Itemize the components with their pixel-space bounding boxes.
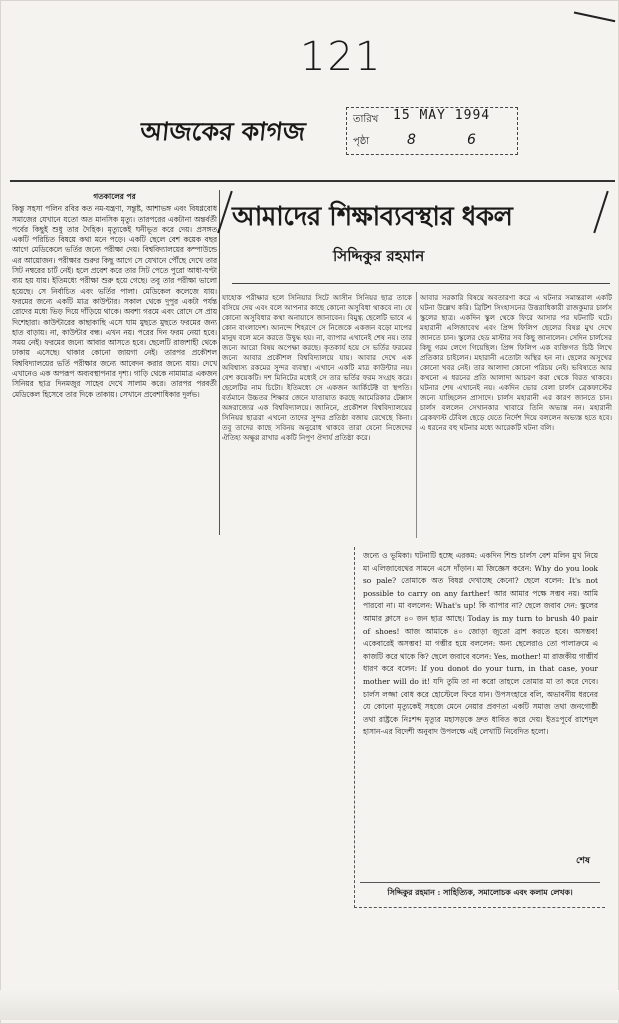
stamp-page-label: পৃষ্ঠা: [353, 136, 370, 147]
scan-edge: [0, 990, 619, 1020]
article-column-3: আবার সরকারি বিষয়ে অবতারণা করে এ ঘটনার সমান্তরাল একটি ঘটনা উল্লেখ করি। ব্রিটিশ সিংহাসনের উত্তরাধিকারী রাজকুমার চার্লস স্কুলের ছাত্র। একদিন স্কুল থেকে ফিরে আসার পর ঘটনাটি ঘটে। মহারানী এলিজাবেথ এবং প্রিন্স ফিলিপ ছেলের বিষণ্ণ মুখ দেখে জানতে চান। স্কুলের হেড মাস্টার সব কিছু জানালেন। সেদিন চার্লসের কিছু গরম লেগে গিয়েছিল। প্রিন্স ফিলিপ এক ব্যক্তিগত চিঠি লিখে প্রতিকার চাইলেন। মহারানী এতোটা অস্থির হন না। ছেলের অসুখের কোনো খবর নেই। তার আলাদা কোনো পরিচয় নেই। ভবিষ্যতে আর কখনো এ ধরনের প্রতি আলাদা আচরণ করা থেকে বিরত থাকবে। ঘটনার শেষ এখানেই নয়। একদিন ভোর বেলা চার্লস ব্রেকফাস্টের জন্যে যাচ্ছিলেন প্রাসাদে। চার্লস মহারানী এর কারণ জানতে চান। চার্লস বললেন সেখানকার খাবারে তিনি অভ্যস্ত নন। মহারানী ব্রেকফাস্ট টেবিল ছেড়ে যেতে নির্দেশ দিয়ে বললেন অভ্যস্ত হতে হবে। এ ধরনের বহু ঘটনার মধ্যে আরেকটি ঘটনা বলি।: [420, 293, 612, 432]
continuation-text: জন্যে ও ভূমিকা। ঘটনাটি হচ্ছে এরকম: একদিন শিশু চার্লস বেশ মলিন মুখ নিয়ে মা এলিজাবেথের সামনে এসে দাঁড়ান। মা জিজ্ঞেস করেন: Why do you look so pale? তোমাকে অত বিষণ্ণ দেখাচ্ছে কেনো? ছেলে বলেন: It's not possible to carry on any farther! আর আমার পক্ষে সম্ভব নয়। আমি পারবো না। মা বললেন: What's up! কি ব্যাপার না? ছেলে জবাব দেন: স্কুলের আমার ক্লাসে ৪০ জন ছাত্র আছে। Today is my turn to brush 40 pair of shoes! আজ আমাকে ৪০ জোড়া জুতো ব্রাশ করতে হবে। অসম্ভব! একেবারেই অসম্ভব! মা গম্ভীর হয়ে বললেন: অন্য ছেলেরাও তো পালাক্রমে এ কাজটি করে থাকে কি? ছেলে জবাবে বলেন: Yes, mother! মা রাজকীয় গাম্ভীর্য ধারণ করে বলেন: If you donot do your turn, in that case, your mother will do it! যদি তুমি তা না করো তাহলে তোমার মা তা করে দেবে। চার্লস লজ্জা বোধ করে হোস্টেলে ফিরে যান। উপসংহারে বলি, অভাবনীয় ধরনের যে কোনো মৃত্যুকেই সহজে মেনে নেয়ার প্রবণতা একটি সমাজ তথা জনগোষ্ঠী তথা রাষ্ট্রকে নিঃশব্দ মৃত্যুর মহাসড়কে দ্রুত ধাবিত করে দেয়। ইতঃপূর্বে রাশেদুল হাসান-এর বিদেশী অনুবাদ উপলক্ষে এই লেখাটি নিবেদিত হলো।: [363, 551, 598, 737]
column-1-text: কিন্তু সহসা পলিন রবির কত নম-যন্ত্রণা, সন্তুষ্ট, আশাভঙ্গ এবং বিষণ্ণবোধ সমাজের যেখানে যতো অত মানসিক মৃত্যু। তারপরের একটানা অন্তর্বর্তী পর্বের কিছুই শুধু তার দৈহিক। মৃত্যুকেই ঘনীভূত করে দেয়। প্রসঙ্গত একটি পরিচিত বিষয়ে কথা মনে পড়ে। একটি ছেলে বেশ কয়েক বছর আগে মেডিকেলে ভর্তির জন্যে পরীক্ষা দেয়। বিশ্ববিদ্যালয়ের কম্পাউন্ডে এর আয়োজন। পরীক্ষার শুরুর কিছু আগে সে যেখানে পৌঁছে দেখে তার সিট নম্বরের চার্ট নেই। হলে প্রবেশ করে তার সিট পেতে পুরো আধা-ঘণ্টা ব্যয় হয় যায়। ইতিমধ্যে পরীক্ষা শুরু হয়ে গেছে। তবু তার পরীক্ষা ভালো হয়েছে। সে নির্বাচিত এবং ভর্তির পালা। মেডিকেল কলেজে যায়। ফরমের জন্যে একটি মাত্র কাউন্টার। সকাল থেকে দুপুর একটা পর্যন্ত রোদের মধ্যে ভিড় দিয়ে দাঁড়িয়ে থাকে। অবশ্য গরমে এবং রোদে সে প্রায় দিশেহারা। কাউন্টারের কাছাকাছি এসে ঘাম মুছতে মুছতে ফরমের জন্য হাত বাড়ায়। না, কাউন্টার বন্ধ। এখন নয়। পরের দিন ফরম নেয়া হবে। সময় নেই। ফরমের জন্যে আবার আসতে হবে। ছেলেটি রাজশাহী থেকে ঢাকায় এসেছে। থাকার কোনো জায়গা নেই। তারপর প্রকৌশল বিশ্ববিদ্যালয়ের ভর্তি পরীক্ষার জন্যে আবেদন করার জন্যে যায়। দেখে এখানেও এক অপরূপ অব্যবস্থাপনার দৃশ্য। গাড়ি থেকে নামামাত্র একজন সিনিয়র ছাত্র দিনমজুর সাহেব দেখে সালাম করে। তারপর পরবর্তী মেডিকেল হিসেবে তার দিকে তাকায়। সেখানে প্রবেশাধিকার দুর্লভ।: [12, 204, 217, 399]
date-stamp: [346, 107, 518, 155]
author-footer: সিদ্দিকুর রহমান : সাহিত্যিক, সমালোচক এবং কলাম লেখক।: [360, 882, 600, 900]
newspaper-masthead: আজকের কাগজ: [138, 117, 307, 146]
continued-kicker: গতকালের পর: [93, 192, 136, 201]
column-divider-2: [416, 292, 417, 538]
article-column-2: যাহোক পরীক্ষার হলে সিনিয়ার সিটে আসীন সিনিয়র ছাত্র তাকে বসিয়ে দেয় এবং বলে আপনার কাছে কোনো অসুবিধা থাকবে না। যে কোনো অসুবিধার কথা অনায়াসে জানাবেন। বিমুগ্ধ ছেলেটি ভাবে এ কোন বাংলাদেশ। আনন্দে শিহরণে সে নিজেকে একজন বড়ো মাপের মানুষ বলে মনে করতে উদ্বুদ্ধ হয়। না, ব্যাপার এখানেই শেষ নয়। তার জন্যে আরো বিষয় অপেক্ষা করছে। কৃতকার্য হয়ে সে ভর্তির ফরমের জন্যে আবার প্রকৌশল বিশ্ববিদ্যালয়ে যায়। আবার দেখে এক অবিশ্বাস্য রকমের সুন্দর ব্যবস্থা। এখানে একটি মাত্র কাউন্টার নয়। বেশ কয়েকটি। দশ মিনিটের মধ্যেই সে তার ভর্তির ফরম সংগ্রহ করে। ছেলেটির নাম চিটো। ইতিমধ্যে সে একজন আর্কিটেক্ট বা স্থপতি। বর্তমানে উচ্চতর শিক্ষার জেনে যাতায়াত করছে আমেরিকার টেক্সাস অঙ্গরাজ্যের এক বিশ্ববিদ্যালয়ে। জানিনে, প্রকৌশল বিশ্ববিদ্যালয়ের সিনিয়র ছাত্ররা এখনো তাদের সুন্দর প্রতিষ্ঠা বজায় রেখেছে কিনা। তবু তাদের কাছে সবিনয় অনুরোধ থাকবে তারা যেনো নিজেদের ঐতিহ্য অক্ষুণ্ণ রাখার একটি নিপুণ ঔদার্য প্রতিষ্ঠা করে।: [222, 293, 412, 442]
article-headline: আমাদের শিক্ষাব্যবস্থার ধকল: [232, 202, 513, 232]
byline-divider: [232, 283, 610, 284]
stamp-page-value: 8: [407, 132, 416, 148]
stamp-date-value: 15 MAY 1994: [393, 108, 491, 123]
end-mark: শেষ: [576, 856, 590, 866]
stamp-date-label: তারিখ: [353, 114, 379, 125]
handwritten-number: 121: [300, 34, 383, 80]
article-byline: সিদ্দিকুর রহমান: [333, 247, 425, 265]
article-column-1: [12, 192, 217, 537]
column-divider: [219, 190, 220, 535]
stamp-column-value: 6: [467, 132, 476, 148]
